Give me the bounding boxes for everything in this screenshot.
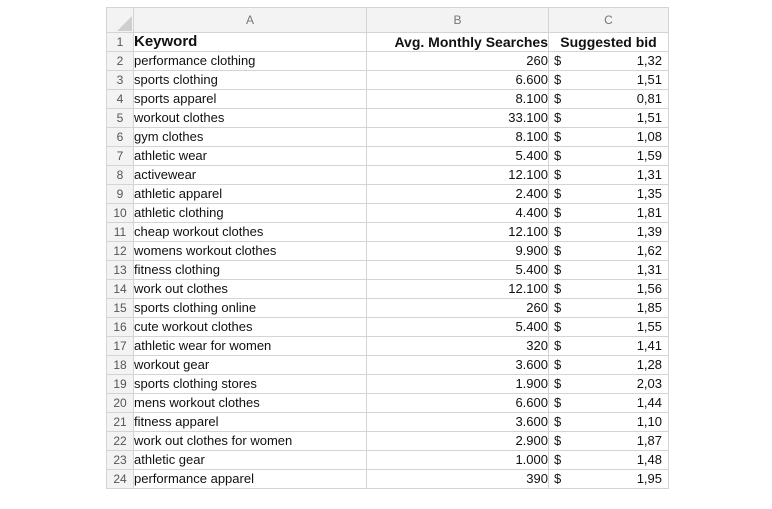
currency-symbol: $: [554, 338, 562, 353]
keyword-cell[interactable]: fitness clothing: [134, 261, 367, 280]
table-row: [107, 242, 669, 261]
searches-cell[interactable]: 390: [367, 470, 549, 489]
bid-value: 1,31: [636, 262, 662, 277]
keyword-cell[interactable]: sports apparel: [134, 90, 367, 109]
table-row: [107, 71, 669, 90]
row-number[interactable]: 18: [107, 356, 134, 375]
currency-symbol: $: [554, 243, 562, 258]
searches-cell[interactable]: 3.600: [367, 356, 549, 375]
searches-cell[interactable]: 9.900: [367, 242, 549, 261]
bid-cell[interactable]: [549, 223, 669, 242]
searches-header-cell[interactable]: Avg. Monthly Searches: [367, 33, 549, 52]
select-all-corner[interactable]: [107, 8, 134, 33]
table-row: [107, 337, 669, 356]
row-number[interactable]: 19: [107, 375, 134, 394]
bid-cell[interactable]: [549, 242, 669, 261]
table-row: [107, 394, 669, 413]
keyword-cell[interactable]: womens workout clothes: [134, 242, 367, 261]
searches-cell[interactable]: 5.400: [367, 318, 549, 337]
bid-value: 1,48: [636, 452, 662, 467]
table-row: [107, 90, 669, 109]
bid-value: 1,55: [636, 319, 662, 334]
keyword-cell[interactable]: performance apparel: [134, 470, 367, 489]
bid-value: 2,03: [636, 376, 662, 391]
row-number[interactable]: 12: [107, 242, 134, 261]
keyword-cell[interactable]: sports clothing stores: [134, 375, 367, 394]
searches-cell[interactable]: 12.100: [367, 280, 549, 299]
row-number[interactable]: 17: [107, 337, 134, 356]
searches-cell[interactable]: 12.100: [367, 166, 549, 185]
row-number[interactable]: 5: [107, 109, 134, 128]
table-row: [107, 432, 669, 451]
table-row: [107, 470, 669, 489]
table-row: [107, 299, 669, 318]
keyword-cell[interactable]: athletic gear: [134, 451, 367, 470]
bid-cell[interactable]: [549, 166, 669, 185]
searches-cell[interactable]: 5.400: [367, 147, 549, 166]
row-number[interactable]: 20: [107, 394, 134, 413]
currency-symbol: $: [554, 53, 562, 68]
currency-symbol: $: [554, 471, 562, 486]
keyword-cell[interactable]: sports clothing online: [134, 299, 367, 318]
currency-symbol: $: [554, 186, 562, 201]
row-number[interactable]: 7: [107, 147, 134, 166]
table-row: [107, 451, 669, 470]
searches-cell[interactable]: 6.600: [367, 394, 549, 413]
searches-cell[interactable]: 8.100: [367, 128, 549, 147]
bid-cell[interactable]: [549, 470, 669, 489]
bid-value: 1,28: [636, 357, 662, 372]
bid-cell[interactable]: [549, 261, 669, 280]
column-header-a[interactable]: A: [134, 8, 367, 33]
bid-cell[interactable]: [549, 299, 669, 318]
bid-value: 1,59: [636, 148, 662, 163]
searches-cell[interactable]: 1.000: [367, 451, 549, 470]
searches-cell[interactable]: 320: [367, 337, 549, 356]
table-row: [107, 261, 669, 280]
bid-cell[interactable]: [549, 394, 669, 413]
currency-symbol: $: [554, 452, 562, 467]
searches-cell[interactable]: 8.100: [367, 90, 549, 109]
bid-value: 1,95: [636, 471, 662, 486]
table-row: [107, 204, 669, 223]
searches-cell[interactable]: 33.100: [367, 109, 549, 128]
bid-value: 1,41: [636, 338, 662, 353]
searches-cell[interactable]: 260: [367, 52, 549, 71]
header-data-row: [107, 33, 669, 52]
bid-header-cell[interactable]: Suggested bid: [549, 33, 669, 52]
currency-symbol: $: [554, 262, 562, 277]
currency-symbol: $: [554, 376, 562, 391]
bid-cell[interactable]: [549, 90, 669, 109]
row-number[interactable]: 10: [107, 204, 134, 223]
bid-cell[interactable]: [549, 128, 669, 147]
currency-symbol: $: [554, 433, 562, 448]
searches-cell[interactable]: 3.600: [367, 413, 549, 432]
currency-symbol: $: [554, 281, 562, 296]
currency-symbol: $: [554, 357, 562, 372]
row-number[interactable]: 21: [107, 413, 134, 432]
bid-value: 1,62: [636, 243, 662, 258]
keyword-cell[interactable]: athletic apparel: [134, 185, 367, 204]
table-row: [107, 166, 669, 185]
keyword-cell[interactable]: gym clothes: [134, 128, 367, 147]
bid-value: 1,31: [636, 167, 662, 182]
bid-cell[interactable]: [549, 413, 669, 432]
bid-cell[interactable]: [549, 52, 669, 71]
row-number[interactable]: 2: [107, 52, 134, 71]
bid-cell[interactable]: [549, 356, 669, 375]
searches-cell[interactable]: 260: [367, 299, 549, 318]
keyword-cell[interactable]: performance clothing: [134, 52, 367, 71]
bid-cell[interactable]: [549, 109, 669, 128]
select-all-triangle-icon: [117, 16, 132, 31]
bid-value: 1,44: [636, 395, 662, 410]
row-number[interactable]: 23: [107, 451, 134, 470]
searches-cell[interactable]: 1.900: [367, 375, 549, 394]
bid-value: 1,51: [636, 72, 662, 87]
spreadsheet-grid: [106, 7, 669, 489]
bid-value: 1,87: [636, 433, 662, 448]
searches-cell[interactable]: 4.400: [367, 204, 549, 223]
keyword-cell[interactable]: sports clothing: [134, 71, 367, 90]
row-number[interactable]: 16: [107, 318, 134, 337]
table-row: [107, 52, 669, 71]
keyword-cell[interactable]: workout gear: [134, 356, 367, 375]
row-number[interactable]: 24: [107, 470, 134, 489]
searches-cell[interactable]: 2.900: [367, 432, 549, 451]
keyword-cell[interactable]: work out clothes: [134, 280, 367, 299]
searches-cell[interactable]: 2.400: [367, 185, 549, 204]
row-number[interactable]: 6: [107, 128, 134, 147]
bid-value: 0,81: [636, 91, 662, 106]
bid-value: 1,81: [636, 205, 662, 220]
currency-symbol: $: [554, 414, 562, 429]
currency-symbol: $: [554, 395, 562, 410]
currency-symbol: $: [554, 110, 562, 125]
bid-value: 1,32: [636, 53, 662, 68]
row-number[interactable]: 22: [107, 432, 134, 451]
currency-symbol: $: [554, 300, 562, 315]
bid-cell[interactable]: [549, 147, 669, 166]
table-row: [107, 413, 669, 432]
currency-symbol: $: [554, 224, 562, 239]
table-row: [107, 147, 669, 166]
bid-value: 1,10: [636, 414, 662, 429]
keyword-cell[interactable]: work out clothes for women: [134, 432, 367, 451]
bid-value: 1,85: [636, 300, 662, 315]
bid-value: 1,51: [636, 110, 662, 125]
keyword-cell[interactable]: mens workout clothes: [134, 394, 367, 413]
row-number[interactable]: 4: [107, 90, 134, 109]
keyword-header-cell[interactable]: Keyword: [134, 33, 367, 52]
bid-value: 1,39: [636, 224, 662, 239]
currency-symbol: $: [554, 72, 562, 87]
bid-cell[interactable]: [549, 71, 669, 90]
row-number[interactable]: 3: [107, 71, 134, 90]
bid-value: 1,56: [636, 281, 662, 296]
bid-cell[interactable]: [549, 280, 669, 299]
bid-cell[interactable]: [549, 185, 669, 204]
currency-symbol: $: [554, 205, 562, 220]
column-header-row: [107, 8, 669, 33]
table-row: [107, 223, 669, 242]
bid-value: 1,08: [636, 129, 662, 144]
table-row: [107, 356, 669, 375]
bid-cell[interactable]: [549, 432, 669, 451]
row-number[interactable]: 8: [107, 166, 134, 185]
currency-symbol: $: [554, 319, 562, 334]
currency-symbol: $: [554, 148, 562, 163]
searches-cell[interactable]: 6.600: [367, 71, 549, 90]
row-number[interactable]: 13: [107, 261, 134, 280]
bid-cell[interactable]: [549, 375, 669, 394]
table-row: [107, 109, 669, 128]
table-row: [107, 185, 669, 204]
table-row: [107, 128, 669, 147]
keyword-cell[interactable]: cute workout clothes: [134, 318, 367, 337]
searches-cell[interactable]: 12.100: [367, 223, 549, 242]
keyword-cell[interactable]: athletic wear: [134, 147, 367, 166]
currency-symbol: $: [554, 129, 562, 144]
table-row: [107, 375, 669, 394]
searches-cell[interactable]: 5.400: [367, 261, 549, 280]
bid-cell[interactable]: [549, 204, 669, 223]
currency-symbol: $: [554, 91, 562, 106]
bid-cell[interactable]: [549, 337, 669, 356]
table-row: [107, 318, 669, 337]
keyword-cell[interactable]: athletic clothing: [134, 204, 367, 223]
table-row: [107, 280, 669, 299]
bid-value: 1,35: [636, 186, 662, 201]
bid-cell[interactable]: [549, 318, 669, 337]
keyword-cell[interactable]: workout clothes: [134, 109, 367, 128]
currency-symbol: $: [554, 167, 562, 182]
row-number[interactable]: 15: [107, 299, 134, 318]
keyword-cell[interactable]: athletic wear for women: [134, 337, 367, 356]
bid-cell[interactable]: [549, 451, 669, 470]
keyword-cell[interactable]: fitness apparel: [134, 413, 367, 432]
row-number[interactable]: 1: [107, 33, 134, 52]
column-header-c[interactable]: C: [549, 8, 669, 33]
row-number[interactable]: 11: [107, 223, 134, 242]
keyword-cell[interactable]: activewear: [134, 166, 367, 185]
row-number[interactable]: 14: [107, 280, 134, 299]
keyword-cell[interactable]: cheap workout clothes: [134, 223, 367, 242]
row-number[interactable]: 9: [107, 185, 134, 204]
column-header-b[interactable]: B: [367, 8, 549, 33]
